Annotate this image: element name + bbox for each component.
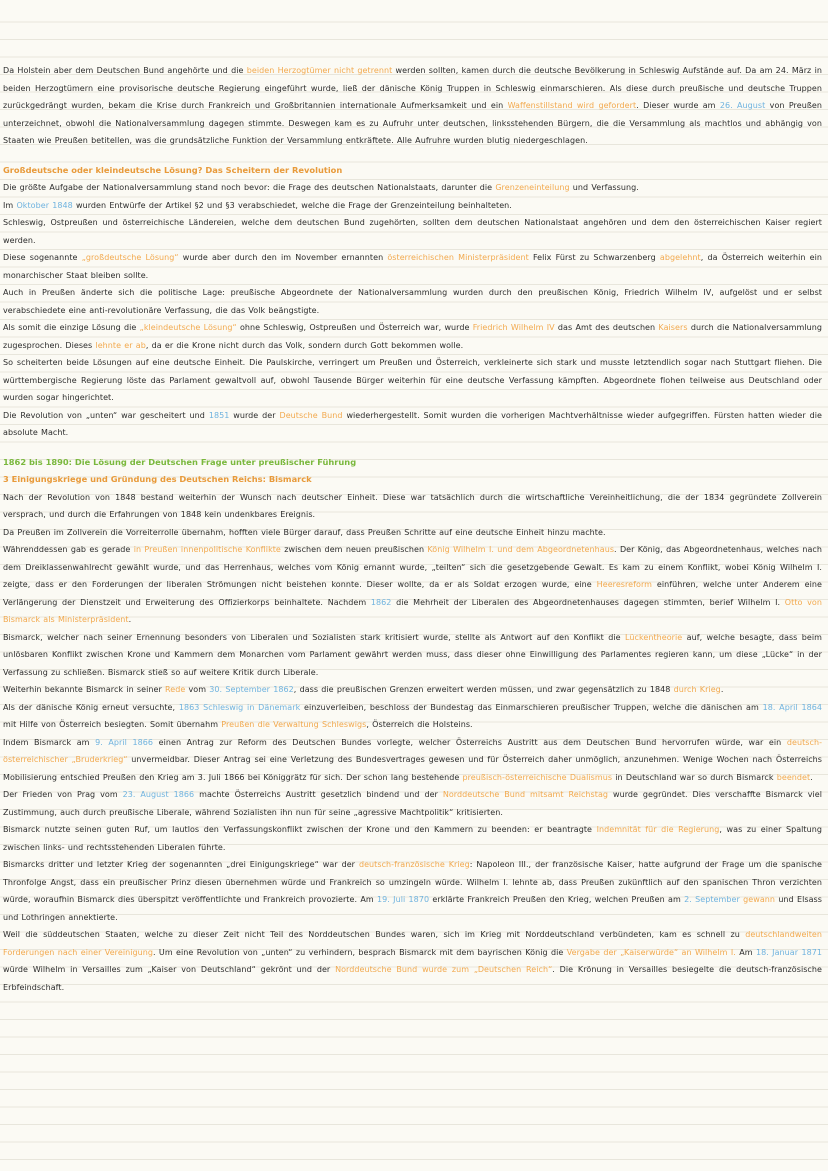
- text-run: ohne Schleswig, Ostpreußen und Österreich war, wurde: [236, 323, 473, 332]
- highlighted-text: König Wilhelm I. und dem Abgeordnetenhaus: [427, 545, 615, 554]
- paragraph: [3, 541, 822, 629]
- highlighted-text: Norddeutsche Bund wurde zum „Deutschen Reich“: [335, 965, 553, 974]
- text-run: . Der König, das Abgeordnetenhaus, welches nach dem Dreiklassenwahlrecht gewählt wurde, und das Herrenhaus, welches vom König ernannt wurde, „teilten“ sich die gesetzgebende Gewalt. Es kam zu einem Konflikt, wobei König Wilhelm I. zeigte, dass er den Forderungen der liberalen Strömungen nicht beistehen konnte. Dieser wollte, da er als Soldat erzogen wurde, eine: [3, 545, 822, 589]
- paragraph: [3, 926, 822, 996]
- text-run: auf, welche besagte, dass beim unlösbaren Konflikt zwischen Krone und Kammern dem Monarchen vom Parlament gewährt werden muss, dass dieser ohne Einwilligung des Parlamentes regieren kann, um diese „Lücke“ in der Verfassung zu schließen. Bismarck stieß so auf weitere Kritik durch Liberale.: [3, 632, 822, 677]
- highlighted-text: österreichischen Ministerpräsident: [387, 253, 529, 262]
- text-run: zwischen dem neuen preußischen: [280, 545, 428, 554]
- highlighted-text: Lückentheorie: [625, 632, 683, 642]
- highlighted-text: 18. Januar 1871: [755, 947, 822, 957]
- text-run: , dass die preußischen Grenzen erweitert werden müssen, und zwar gegensätzlich zu 1848: [293, 685, 674, 694]
- highlighted-text: 23. August 1866: [122, 790, 195, 799]
- paragraph-list: [3, 489, 822, 997]
- highlighted-text: „kleindeutsche Lösung“: [139, 323, 237, 332]
- text-run: vom: [185, 685, 210, 694]
- text-run: Bismarck, welcher nach seiner Ernennung besonders von Liberalen und Sozialisten stark kritisiert wurde, stellte als Antwort auf den Konflikt die: [3, 632, 626, 642]
- highlighted-text: Deutsche Bund: [279, 410, 343, 420]
- highlighted-text: gewann: [743, 895, 776, 904]
- text-run: Felix Fürst zu Schwarzenberg: [528, 253, 660, 262]
- paragraph: [3, 734, 822, 787]
- text-run: , was zu einer Spaltung zwischen links- und rechtsstehenden Liberalen führte.: [3, 825, 822, 852]
- paragraph: [3, 319, 822, 354]
- text-run: und Verfassung.: [569, 183, 639, 192]
- text-run: Da Preußen im Zollverein die Vorreiterrolle übernahm, hofften viele Bürger darauf, dass Preußen Schritte auf eine deutsche Einheit hinzu machte.: [3, 527, 606, 537]
- highlighted-text: Preußen die Verwaltung Schleswigs: [221, 720, 367, 729]
- text-run: Am: [735, 947, 756, 957]
- text-run: Weiterhin bekannte Bismarck in seiner: [3, 685, 165, 694]
- highlighted-text: beiden Herzogtümer nicht getrennt: [246, 66, 393, 75]
- text-run: Schleswig, Ostpreußen und österreichische Ländereien, welche dem deutschen Bund zugehörten, sollten dem deutschen Nationalstaat angehören und dem den österreichischen Kaiser regiert werden.: [3, 218, 822, 245]
- section-bismarck: [3, 454, 822, 997]
- highlighted-text: Waffenstillstand wird gefordert: [507, 101, 637, 110]
- text-run: die Mehrheit der Liberalen des Abgeordnetenhauses dagegen stimmten, berief Wilhelm I.: [391, 597, 785, 607]
- text-run: , da er die Krone nicht durch das Volk, sondern durch Gott bekommen wolle.: [145, 340, 464, 350]
- highlighted-text: beendet: [776, 772, 811, 782]
- highlighted-text: 1863 Schleswig in Dänemark: [178, 702, 301, 712]
- highlighted-text: Heeresreform: [596, 580, 653, 589]
- text-run: einen Antrag zur Reform des Deutschen Bundes vorlegte, welcher Österreichs Austritt aus dem Deutschen Bund hervorrufen würde, war ein: [153, 737, 787, 747]
- text-run: Nach der Revolution von 1848 bestand weiterhin der Wunsch nach deutscher Einheit. Diese war tatsächlich durch die wirtschaftliche Vereinheitlichung, die der 1834 gegründete Zollverein versprach, und durch die Erfahrungen von 1848 kein undenkbares Ereignis.: [3, 492, 822, 519]
- paragraph: [3, 249, 822, 284]
- paragraph: [3, 354, 822, 407]
- text-run: Auch in Preußen änderte sich die politische Lage: preußische Abgeordnete der Nationalversammlung wurden durch den preußischen König, Friedrich Wilhelm IV, aufgelöst und er selbst verabschiedete eine anti-revolutionäre Verfassung, die das Volk beängstigte.: [3, 288, 822, 315]
- section-subheading: 3 Einigungskriege und Gründung des Deutschen Reichs: Bismarck: [3, 474, 312, 484]
- highlighted-text: Kaisers: [658, 323, 688, 332]
- text-run: . Dieser wurde am: [636, 101, 720, 110]
- text-run: Als somit die einzige Lösung die: [3, 323, 140, 332]
- text-run: von Preußen unterzeichnet, obwohl die Nationalversammlung dagegen stimmte. Deswegen kam es zu Aufruhr unter deutschen, linksstehenden Bürgern, die die Versammlung als machtlos und abhängig von Staaten wie Preußen betitellen, was die grundsätzliche Funktion der Versammlung entkräftete. Alle Aufruhre wurden blutig niedergeschlagen.: [3, 101, 822, 145]
- paragraph-list: [3, 179, 822, 442]
- text-run: wurde der: [229, 410, 280, 420]
- text-run: Bismarck nutzte seinen guten Ruf, um lautlos den Verfassungskonflikt zwischen der Krone und den Kammern zu beenden: er beantragte: [3, 825, 597, 834]
- highlighted-text: 18. April 1864: [762, 702, 823, 712]
- text-run: werden sollten, kamen durch die deutsche Bevölkerung in Schleswig Aufstände auf. Da am 24. März in beiden Herzogtümern eine provisorische deutsche Regierung eingeführt wurde, ließ der dänische König Truppen in Schleswig einmarschieren. Als diese durch preußische und deutsche Truppen zurückgedrängt wurden, bekam die Krise durch Frankreich und Großbritannien internationale Aufmerksamkeit und ein: [3, 66, 822, 110]
- text-run: wurden Entwürfe der Artikel §2 und §3 verabschiedet, welche die Frage der Grenzeinteilung beinhalteten.: [72, 200, 512, 210]
- highlighted-text: Friedrich Wilhelm IV: [472, 323, 555, 332]
- text-run: .: [720, 685, 724, 694]
- paragraph: [3, 681, 822, 699]
- paragraph: [3, 407, 822, 442]
- highlighted-text: in Preußen innenpolitische Konflikte: [133, 545, 281, 554]
- section-grossdeutsch-kleindeutsch: [3, 162, 822, 442]
- highlighted-text: 1851: [208, 410, 230, 420]
- text-run: Die Revolution von „unten“ war gescheitert und: [3, 410, 209, 420]
- highlighted-text: deutsch-französische Krieg: [358, 860, 470, 869]
- highlighted-text: lehnte er ab: [95, 340, 146, 350]
- text-run: das Amt des deutschen: [554, 323, 659, 332]
- text-run: , da Österreich weiterhin ein monarchischer Staat bleiben sollte.: [3, 253, 822, 280]
- section-intro: [3, 62, 822, 150]
- section-heading: 1862 bis 1890: Die Lösung der Deutschen Frage unter preußischer Führung: [3, 456, 357, 467]
- highlighted-text: 19. Juli 1870: [377, 895, 430, 904]
- paragraph: [3, 786, 822, 821]
- paragraph: [3, 179, 822, 197]
- paragraph: [3, 524, 822, 542]
- text-run: Der Frieden von Prag vom: [3, 790, 123, 799]
- highlighted-text: „großdeutsche Lösung“: [81, 253, 179, 262]
- paragraph: [3, 821, 822, 856]
- paragraph: [3, 284, 822, 319]
- paragraph: [3, 489, 822, 524]
- text-run: : Napoleon III., der französische Kaiser, hatte aufgrund der Frage um die spanische Thronfolge Angst, dass ein preußischer Prinz diesen übernehmen würde und Frankreich so umzingeln würde. Wilhelm I. lehnte ab, dass Preußen zukünftlich auf den spanischen Thron verzichten würde, woraufhin Bismarck dies überspitzt veröffentlichte und Frankreich provozierte. Am: [3, 860, 822, 904]
- text-run: machte Österreichs Austritt gesetzlich bindend und der: [194, 790, 443, 799]
- highlighted-text: Grenzeneinteilung: [495, 183, 570, 192]
- paragraph: [3, 856, 822, 926]
- text-run: .: [128, 615, 132, 624]
- text-run: Bismarcks dritter und letzter Krieg der sogenannten „drei Einigungskriege“ war der: [3, 860, 359, 869]
- text-run: mit Hilfe von Österreich besiegten. Somit übernahm: [3, 720, 222, 729]
- highlighted-text: 26. August: [719, 101, 766, 110]
- text-run: wurde aber durch den im November ernannten: [178, 253, 388, 262]
- highlighted-text: abgelehnt: [659, 253, 701, 262]
- highlighted-text: Indemnität für die Regierung: [596, 825, 720, 834]
- highlighted-text: durch Krieg: [673, 685, 721, 694]
- paragraph: [3, 629, 822, 682]
- text-run: unvermeidbar. Dieser Antrag sei eine Verletzung des Bundesvertrages gewesen und für Österreich daher unmöglich, anzunehmen. Wenige Wochen nach Österreichs Mobilisierung entschied Preußen den Krieg am 3. Juli 1866 bei Königgrätz für sich. Der schon lang bestehende: [3, 755, 823, 782]
- paragraph: [3, 699, 822, 734]
- text-run: Als der dänische König erneut versuchte,: [3, 702, 179, 712]
- highlighted-text: 1862: [370, 597, 392, 607]
- highlighted-text: Oktober 1848: [16, 200, 73, 210]
- text-run: . Um eine Revolution von „unten“ zu verhindern, besprach Bismarck mit dem bayrischen König die: [152, 947, 567, 957]
- text-run: durch die Nationalversammlung zugesprochen. Dieses: [3, 323, 823, 350]
- highlighted-text: Rede: [164, 685, 186, 694]
- highlighted-text: 9. April 1866: [95, 737, 154, 747]
- text-run: einführen, welche unter Anderem eine Verlängerung der Dienstzeit und Erweiterung des Offizierkorps beinhaltete. Nachdem: [3, 580, 823, 607]
- text-run: So scheiterten beide Lösungen auf eine deutsche Einheit. Die Paulskirche, verringert um Preußen und Österreich, verkleinerte sich stark und musste letztendlich sogar nach Stuttgart fliehen. Die württembergische Regierung löste das Parlament gewaltvoll auf, obwohl Tausende Bürger weiterhin für eine deutsche Verfassung kämpften. Abgeordnete flohen teilweise aus Deutschland oder wurden sogar hingerichtet.: [3, 358, 822, 402]
- section-heading: Großdeutsche oder kleindeutsche Lösung? Das Scheitern der Revolution: [3, 164, 343, 175]
- text-run: , Österreich die Holsteins.: [366, 720, 473, 729]
- text-run: Da Holstein aber dem Deutschen Bund angehörte und die: [3, 66, 247, 75]
- text-run: wurde gegründet. Dies verschaffte Bismarck viel Zustimmung, auch durch preußische Liberale, während Sozialisten ihn nun für seine „agressive Machtpolitik“ kritisierten.: [3, 790, 822, 817]
- highlighted-text: deutsch-österreichischer „Bruderkrieg“: [3, 737, 823, 764]
- text-run: Diese sogenannte: [3, 253, 82, 262]
- text-run: .: [810, 772, 813, 782]
- text-run: in Deutschland war so durch Bismarck: [612, 772, 777, 782]
- highlighted-text: 2. September: [684, 895, 740, 904]
- text-run: Die größte Aufgabe der Nationalversammlung stand noch bevor: die Frage des deutschen Nationalstaats, darunter die: [3, 183, 496, 192]
- paragraph: [3, 214, 822, 249]
- highlighted-text: Norddeutsche Bund mitsamt Reichstag: [442, 790, 609, 799]
- text-run: Indem Bismarck am: [3, 737, 96, 747]
- text-run: Weil die süddeutschen Staaten, welche zu dieser Zeit nicht Teil des Norddeutschen Bundes waren, sich im Krieg mit Norddeutschland verbündeten, kam es schnell zu: [3, 930, 746, 939]
- highlighted-text: deutschlandweiten Forderungen nach einer Vereinigung: [3, 930, 822, 957]
- text-run: Währenddessen gab es gerade: [3, 545, 134, 554]
- highlighted-text: Vergabe der „Kaiserwürde“ an Wilhelm I.: [566, 947, 736, 957]
- paragraph-list: [3, 62, 822, 150]
- paragraph: [3, 197, 822, 215]
- text-run: erklärte Frankreich Preußen den Krieg, welchen Preußen am: [429, 895, 685, 904]
- highlighted-text: 30. September 1862: [209, 685, 294, 694]
- text-run: . Die Krönung in Versailles besiegelte die deutsch-französische Erbfeindschaft.: [3, 965, 822, 992]
- highlighted-text: Otto von Bismarck als Ministerpräsident: [3, 597, 822, 624]
- text-run: Im: [3, 200, 17, 210]
- text-run: wiederhergestellt. Somit wurden die vorherigen Machtverhältnisse wieder aufgegriffen. Fürsten hatten wieder die absolute Macht.: [3, 410, 822, 437]
- text-run: würde Wilhelm in Versailles zum „Kaiser von Deutschland“ gekrönt und der: [3, 965, 336, 974]
- text-run: einzuverleiben, beschloss der Bundestag das Einmarschieren preußischer Truppen, welche die dänischen am: [300, 702, 763, 712]
- highlighted-text: preußisch-österreichische Dualismus: [462, 772, 613, 782]
- paragraph: [3, 62, 822, 150]
- text-run: und Elsass und Lothringen annektierte.: [3, 895, 822, 922]
